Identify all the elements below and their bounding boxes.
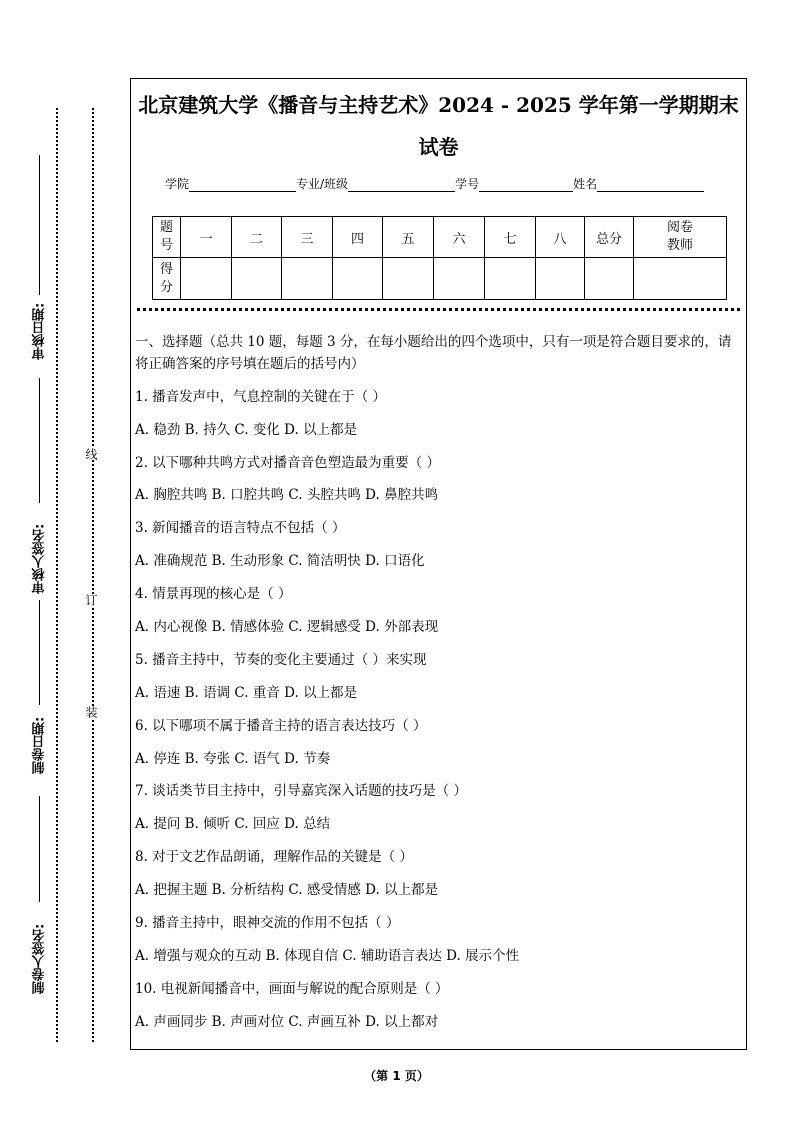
major-class-field[interactable] (348, 177, 455, 192)
question-9-options: A. 增强与观众的互动 B. 体现自信 C. 辅助语言表达 D. 展示个性 (135, 948, 520, 964)
exam-title-line1: 北京建筑大学《播音与主持艺术》2024 - 2025 学年第一学期期末 (138, 93, 739, 117)
review-date-label: 审核日期: (32, 302, 48, 360)
score-table (152, 216, 727, 300)
question-8-options: A. 把握主题 B. 分析结构 C. 感受情感 D. 以上都是 (135, 882, 439, 898)
page-number: （第 1 页） (364, 1069, 429, 1083)
student-id-label: 学号 (455, 177, 480, 191)
score-cell[interactable] (485, 258, 536, 300)
binding-char-seal: 装 (84, 706, 98, 718)
question-7-options: A. 提问 B. 倾听 C. 回应 D. 总结 (135, 816, 331, 832)
question-4: 4. 情景再现的核心是（ ） (135, 586, 292, 602)
score-table-column: 五 (383, 217, 434, 258)
college-label: 学院 (165, 177, 190, 191)
question-5: 5. 播音主持中，节奏的变化主要通过（ ）来实现 (135, 652, 427, 668)
compile-date-line (39, 600, 40, 705)
score-table-column: 四 (333, 217, 383, 258)
question-1-options: A. 稳劲 B. 持久 C. 变化 D. 以上都是 (135, 422, 358, 438)
compile-date-label: 制卷日期: (32, 716, 48, 774)
score-cell-grader[interactable] (634, 258, 727, 300)
score-cell[interactable] (232, 258, 282, 300)
score-table-header-cell: 题 号 (153, 217, 181, 258)
question-4-options: A. 内心视像 B. 情感体验 C. 逻辑感受 D. 外部表现 (135, 619, 439, 635)
score-table-column: 六 (434, 217, 485, 258)
review-date-line (39, 155, 40, 295)
exam-frame (130, 78, 747, 1050)
question-3-options: A. 准确规范 B. 生动形象 C. 简洁明快 D. 口语化 (135, 553, 425, 569)
score-cell[interactable] (383, 258, 434, 300)
question-10: 10. 电视新闻播音中，画面与解说的配合原则是（ ） (135, 981, 449, 997)
student-info-row (165, 175, 704, 192)
reviewer-signature-line (39, 378, 40, 503)
score-cell[interactable] (181, 258, 232, 300)
major-class-label: 专业/班级 (296, 177, 349, 191)
question-1: 1. 播音发声中，气息控制的关键在于（ ） (135, 389, 386, 405)
exam-title-line2: 试卷 (418, 135, 459, 159)
score-table-total-column: 总分 (585, 217, 634, 258)
score-cell[interactable] (434, 258, 485, 300)
question-10-options: A. 声画同步 B. 声画对位 C. 声画互补 D. 以上都对 (135, 1014, 439, 1030)
score-cell[interactable] (282, 258, 333, 300)
section-instructions: 一、选择题（总共 10 题，每题 3 分，在每小题给出的四个选项中，只有一项是符合题目要求的，请将正确答案的序号填在题后的括号内） (135, 334, 732, 372)
reviewer-signature-label: 审核人签名: (32, 523, 48, 594)
question-2: 2. 以下哪种共鸣方式对播音音色塑造最为重要（ ） (135, 455, 440, 471)
question-3: 3. 新闻播音的语言特点不包括（ ） (135, 520, 346, 536)
score-table-column: 二 (232, 217, 282, 258)
question-5-options: A. 语速 B. 语调 C. 重音 D. 以上都是 (135, 685, 358, 701)
question-6: 6. 以下哪项不属于播音主持的语言表达技巧（ ） (135, 718, 427, 734)
binding-char-line: 线 (84, 448, 98, 460)
question-6-options: A. 停连 B. 夸张 C. 语气 D. 节奏 (135, 751, 331, 767)
question-8: 8. 对于文艺作品朗诵，理解作品的关键是（ ） (135, 849, 413, 865)
score-cell[interactable] (333, 258, 383, 300)
name-label: 姓名 (573, 177, 598, 191)
score-cell-total[interactable] (585, 258, 634, 300)
student-id-field[interactable] (479, 177, 573, 192)
binding-char-order: 订 (84, 594, 98, 606)
question-9: 9. 播音主持中，眼神交流的作用不包括（ ） (135, 915, 400, 931)
binding-dotted-line-inner (92, 108, 94, 1042)
score-table-grader-column: 阅卷 教师 (634, 217, 727, 258)
score-table-column: 一 (181, 217, 232, 258)
score-table-column: 三 (282, 217, 333, 258)
question-7: 7. 谈话类节目主持中，引导嘉宾深入话题的技巧是（ ） (135, 783, 467, 799)
score-cell[interactable] (536, 258, 585, 300)
score-table-column: 八 (536, 217, 585, 258)
compiler-signature-line (39, 796, 40, 902)
binding-dotted-line-outer (56, 108, 58, 1042)
score-table-column: 七 (485, 217, 536, 258)
compiler-signature-label: 制卷人签名: (32, 923, 48, 994)
header-separator (137, 308, 740, 311)
name-field[interactable] (597, 177, 704, 192)
score-table-score-header: 得 分 (153, 258, 181, 300)
college-field[interactable] (189, 177, 296, 192)
question-2-options: A. 胸腔共鸣 B. 口腔共鸣 C. 头腔共鸣 D. 鼻腔共鸣 (135, 487, 439, 503)
